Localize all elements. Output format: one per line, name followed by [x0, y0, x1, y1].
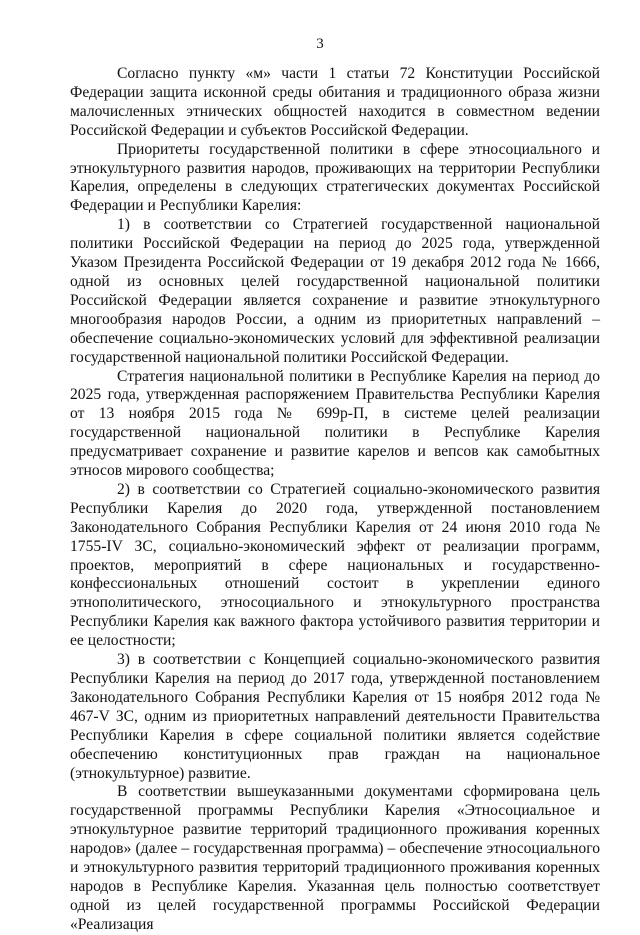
paragraph-program-goal: В соответствии вышеуказанными документами сформирована цель государственной программы Республики Карелия «Этносоциальное и этнокультурное развитие территорий традиционного проживания коренных народов» (далее – государственная программа) – обеспечение этносоциального и этнокультурного развития территорий традиционного проживания коренных народов в Республике Карелия. Указанная цель полностью соответствует одной из целей государственной программы Российской Федерации «Реализация: [70, 783, 600, 933]
document-body: [70, 65, 600, 935]
page-number: 3: [316, 36, 324, 52]
paragraph-item-1: 1) в соответствии со Стратегией государственной национальной политики Российской Федерации на период до 2025 года, утвержденной Указом Президента Российской Федерации от 19 декабря 2012 года № 1666, одной из основных целей государственной национальной политики Российской Федерации является сохранение и развитие этнокультурного многообразия народов России, а одним из приоритетных направлений – обеспечение социально-экономических условий для эффективной реализации государственной национальной политики Российской Федерации.: [70, 216, 600, 366]
paragraph-item-2: 2) в соответствии со Стратегией социально-экономического развития Республики Карелия до 2020 года, утвержденной постановлением Законодательного Собрания Республики Карелия от 24 июня 2010 года № 1755-IV ЗС, социально-экономический эффект от реализации программ, проектов, мероприятий в сфере национальных и государственно-конфессиональных отношений состоит в укреплении единого этнополитического, этносоциального и этнокультурного пространства Республики Карелия как важного фактора устойчивого развития территории и ее целостности;: [70, 480, 600, 650]
paragraph-item-3: 3) в соответствии с Концепцией социально-экономического развития Республики Карелия на период до 2017 года, утвержденной постановлением Законодательного Собрания Республики Карелия от 15 ноября 2012 года № 467-V ЗС, одним из приоритетных направлений деятельности Правительства Республики Карелия в сфере социальной политики является содействие обеспечению конституционных прав граждан на национальное (этнокультурное) развитие.: [70, 651, 600, 782]
paragraph-priorities: Приоритеты государственной политики в сфере этносоциального и этнокультурного развития народов, проживающих на территории Республики Карелия, определены в следующих стратегических документах Российской Федерации и Республики Карелия:: [70, 140, 600, 215]
paragraph-karelia-strategy: Стратегия национальной политики в Республике Карелия на период до 2025 года, утвержденная распоряжением Правительства Республики Карелия от 13 ноября 2015 года № 699р-П, в системе целей реализации государственной национальной политики в Республике Карелия предусматривает сохранение и развитие карелов и вепсов как самобытных этносов мирового сообщества;: [70, 367, 600, 480]
paragraph-constitution: Согласно пункту «м» части 1 статьи 72 Конституции Российской Федерации защита исконной среды обитания и традиционного образа жизни малочисленных этнических общностей находится в совместном ведении Российской Федерации и субъектов Российской Федерации.: [70, 65, 600, 139]
